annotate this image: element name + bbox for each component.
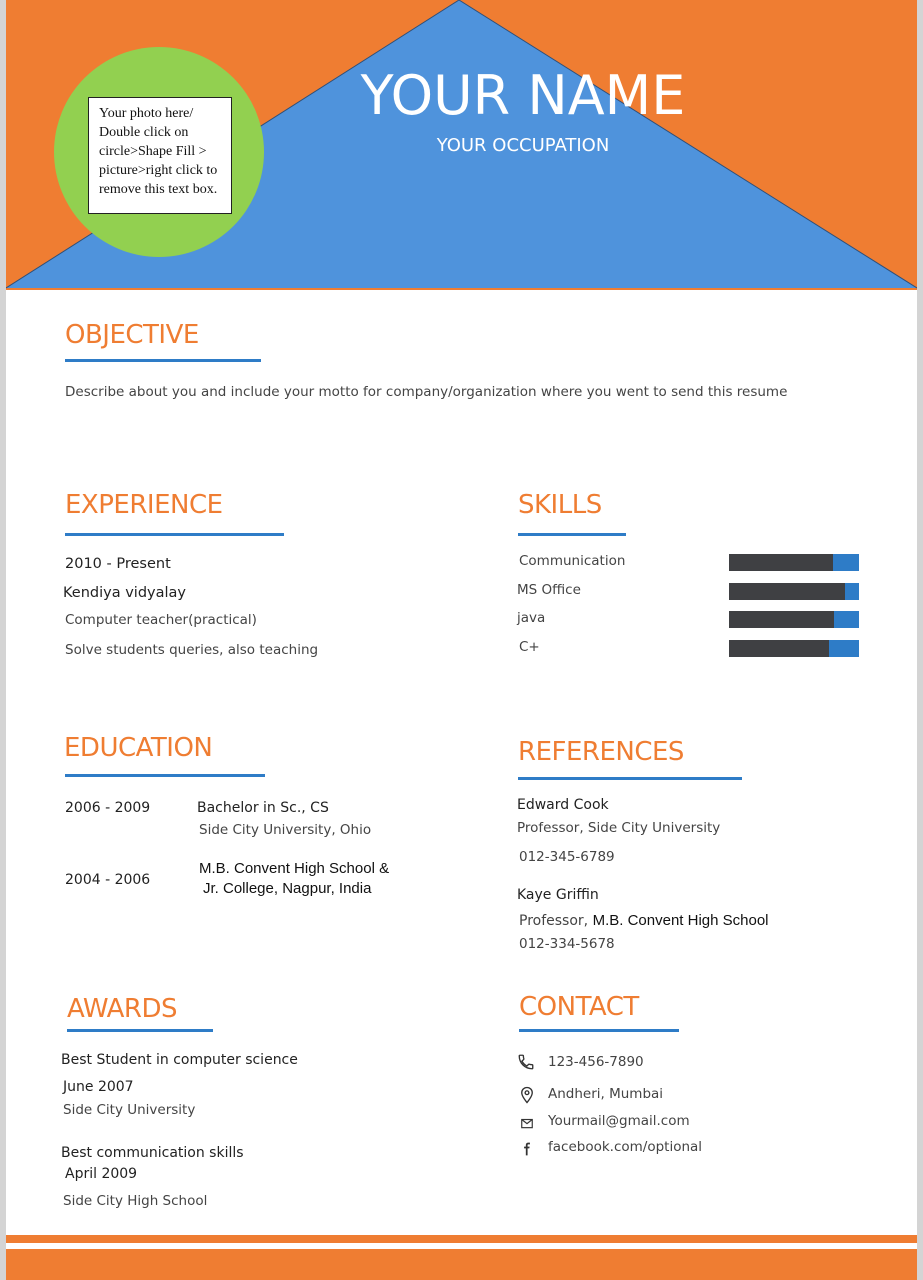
location-pin-icon	[518, 1086, 536, 1104]
reference-2-title-prefix: Professor,	[519, 913, 589, 929]
reference-2-title	[519, 912, 769, 930]
candidate-name: YOUR NAME	[360, 64, 686, 127]
education-underline	[65, 774, 265, 777]
experience-role: Computer teacher(practical)	[65, 612, 257, 628]
objective-underline	[65, 359, 261, 362]
objective-text: Describe about you and include your motto for company/organization where you went to send this resume	[65, 384, 788, 400]
skills-heading: SKILLS	[518, 490, 602, 520]
candidate-occupation: YOUR OCCUPATION	[436, 135, 610, 156]
education-title-1: Bachelor in Sc., CS	[197, 800, 329, 816]
reference-1-phone: 012-345-6789	[519, 849, 615, 865]
skill-level-bar	[729, 640, 859, 657]
award-1-date: June 2007	[63, 1079, 134, 1095]
footer-stripe-thin	[6, 1235, 917, 1243]
education-title-2-line2: Jr. College, Nagpur, India	[203, 880, 372, 897]
education-years-2: 2004 - 2006	[65, 872, 151, 888]
experience-duty: Solve students queries, also teaching	[65, 642, 319, 658]
education-place-1: Side City University, Ohio	[199, 822, 372, 838]
skill-name: C+	[519, 639, 540, 655]
resume-page	[6, 0, 917, 1280]
contact-facebook[interactable]: facebook.com/optional	[548, 1139, 703, 1155]
reference-2-title-school: M.B. Convent High School	[592, 912, 769, 929]
education-heading: EDUCATION	[64, 733, 213, 763]
award-1-title: Best Student in computer science	[61, 1052, 298, 1068]
award-2-title: Best communication skills	[61, 1145, 244, 1161]
skill-level-remainder	[845, 583, 859, 600]
skill-level-bar	[729, 583, 859, 600]
experience-underline	[65, 533, 284, 536]
award-1-place: Side City University	[63, 1102, 196, 1118]
education-years-1: 2006 - 2009	[65, 800, 151, 816]
skill-level-remainder	[833, 554, 859, 571]
skill-level-remainder	[829, 640, 859, 657]
experience-heading: EXPERIENCE	[65, 490, 223, 520]
skill-level-remainder	[834, 611, 859, 628]
contact-heading: CONTACT	[519, 992, 639, 1022]
skill-name: java	[517, 610, 546, 626]
references-heading: REFERENCES	[518, 737, 684, 767]
phone-icon	[517, 1053, 535, 1071]
reference-1-title: Professor, Side City University	[517, 820, 721, 836]
skill-name: Communication	[519, 553, 626, 569]
contact-address: Andheri, Mumbai	[548, 1086, 664, 1102]
experience-employer: Kendiya vidyalay	[63, 585, 186, 601]
education-title-2-line1: M.B. Convent High School &	[199, 860, 390, 877]
reference-1-name: Edward Cook	[517, 797, 609, 813]
contact-phone: 123-456-7890	[548, 1054, 644, 1070]
reference-2-phone: 012-334-5678	[519, 936, 615, 952]
skill-level-bar	[729, 554, 859, 571]
skill-name: MS Office	[517, 582, 581, 598]
objective-heading: OBJECTIVE	[65, 320, 199, 350]
reference-2-name: Kaye Griffin	[517, 887, 599, 903]
award-2-date: April 2009	[65, 1166, 138, 1182]
award-2-place: Side City High School	[63, 1193, 208, 1209]
awards-underline	[67, 1029, 213, 1032]
awards-heading: AWARDS	[67, 994, 178, 1024]
contact-underline	[519, 1029, 679, 1032]
facebook-icon	[520, 1141, 534, 1157]
photo-instruction-textbox[interactable]: Your photo here/ Double click on circle>Shape Fill > picture>right click to remove this text box.	[88, 97, 232, 214]
footer-stripe-thick	[6, 1249, 917, 1280]
contact-email[interactable]: Yourmail@gmail.com	[548, 1113, 690, 1129]
mail-icon	[520, 1116, 534, 1130]
experience-period: 2010 - Present	[65, 556, 171, 572]
references-underline	[518, 777, 742, 780]
skills-underline	[518, 533, 626, 536]
skill-level-bar	[729, 611, 859, 628]
